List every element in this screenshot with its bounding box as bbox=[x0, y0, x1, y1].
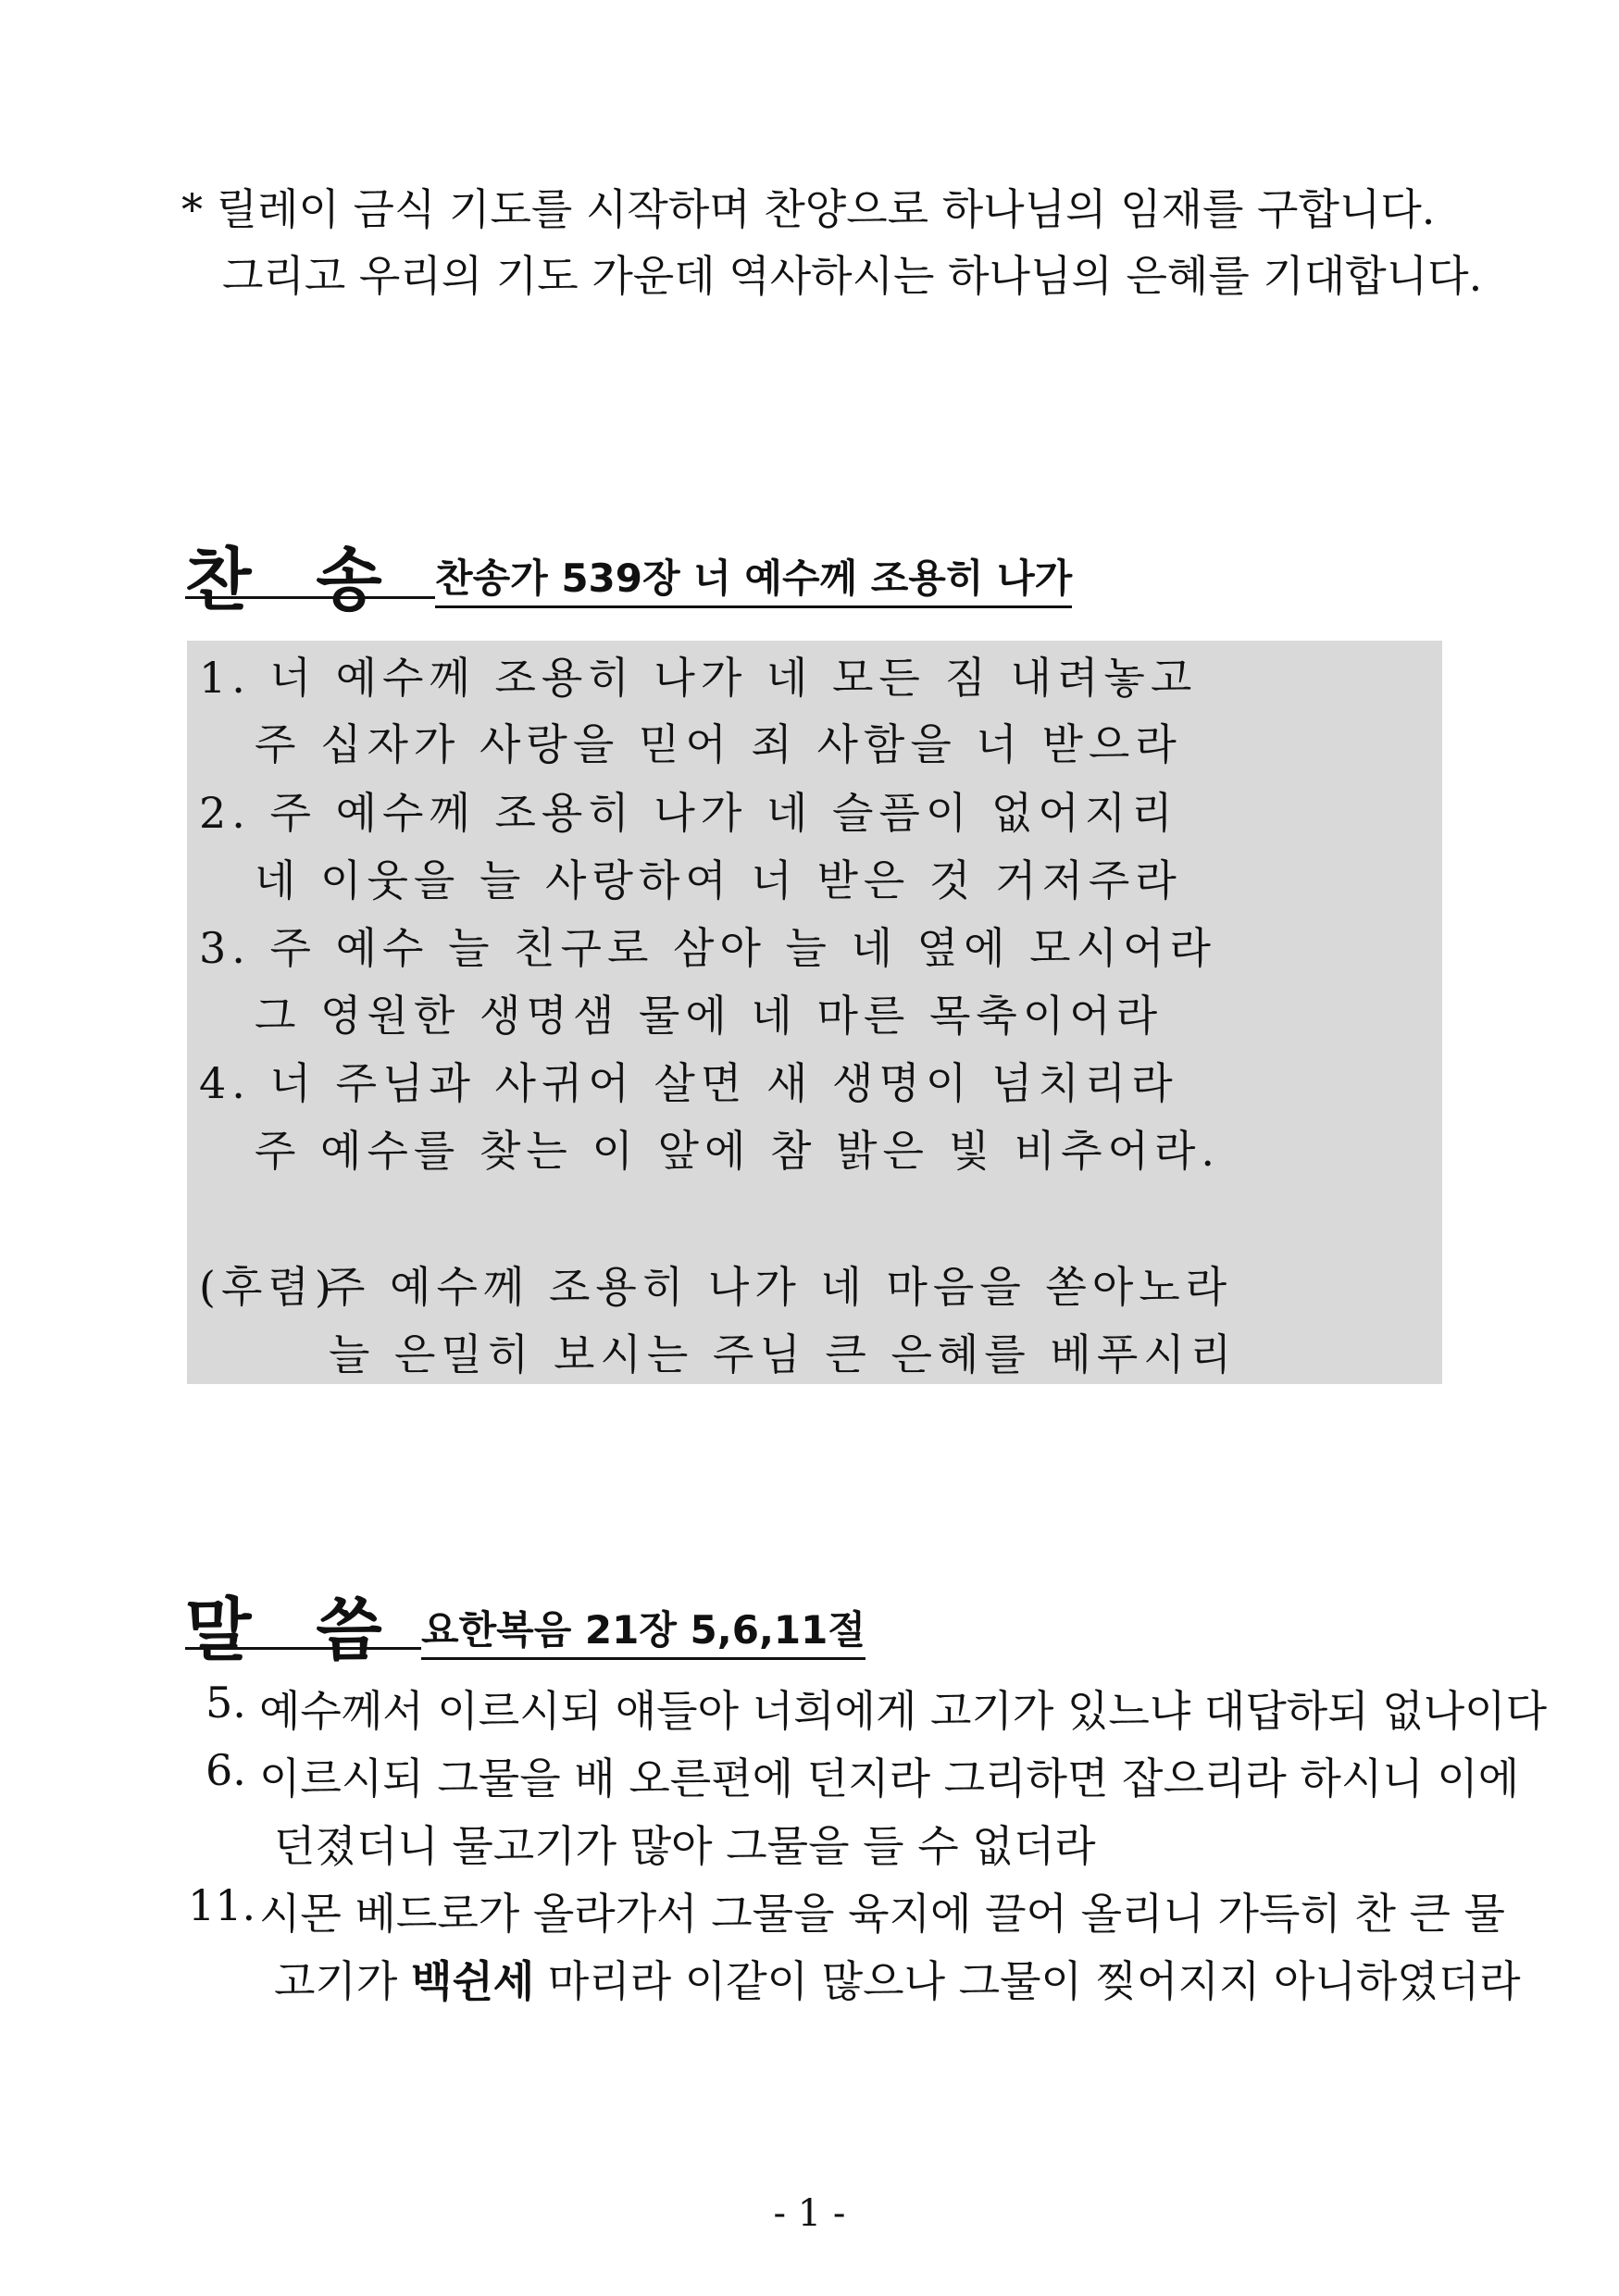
verse-number: 5. bbox=[205, 1678, 246, 1728]
verse-text: 시몬 베드로가 올라가서 그물을 육지에 끌어 올리니 가득히 찬 큰 물 bbox=[259, 1889, 1505, 1939]
verse-text: 이르시되 그물을 배 오른편에 던지라 그리하면 잡으리라 하시니 이에 bbox=[259, 1753, 1520, 1803]
hymn-line: 1. 너 예수께 조용히 나가 네 모든 짐 내려놓고 bbox=[199, 653, 1198, 703]
verse-text: 고기가 bbox=[274, 1956, 411, 2006]
refrain-line-1: 주 예수께 조용히 나가 네 마음을 쏟아노라 bbox=[324, 1262, 1233, 1312]
verse-text-line bbox=[274, 1948, 1521, 2009]
hymn-line: 2. 주 예수께 조용히 나가 네 슬픔이 없어지리 bbox=[199, 788, 1178, 838]
hymn-heading: 찬 송 bbox=[185, 541, 403, 620]
hymn-line: 주 예수를 찾는 이 앞에 참 밝은 빛 비추어라. bbox=[255, 1126, 1221, 1176]
verse-text: 예수께서 이르시되 얘들아 너희에게 고기가 있느냐 대답하되 없나이다 bbox=[259, 1686, 1547, 1736]
scripture-heading-underline bbox=[185, 1647, 421, 1650]
hymn-line: 3. 주 예수 늘 친구로 삼아 늘 네 옆에 모시어라 bbox=[199, 923, 1216, 973]
intro-line-1: * 릴레이 금식 기도를 시작하며 찬양으로 하나님의 임재를 구합니다. bbox=[181, 184, 1436, 234]
refrain-label: (후렴) bbox=[199, 1262, 337, 1312]
verse-number: 11. bbox=[188, 1880, 256, 1930]
verse-text: 마리라 이같이 많으나 그물이 찢어지지 아니하였더라 bbox=[534, 1956, 1521, 2006]
scripture-heading: 말 씀 bbox=[185, 1591, 403, 1670]
page-number: - 1 - bbox=[773, 2192, 846, 2235]
hymn-line: 네 이웃을 늘 사랑하여 너 받은 것 거저주라 bbox=[255, 855, 1182, 905]
verse-number: 6. bbox=[205, 1745, 246, 1795]
verse-text: 던졌더니 물고기가 많아 그물을 들 수 없더라 bbox=[274, 1821, 1096, 1871]
intro-line-2: 그리고 우리의 기도 가운데 역사하시는 하나님의 은혜를 기대합니다. bbox=[222, 251, 1483, 301]
verse-emphasis: 백쉰세 bbox=[410, 1956, 535, 2006]
hymn-line: 4. 너 주님과 사귀어 살면 새 생명이 넘치리라 bbox=[199, 1058, 1178, 1108]
scripture-reference: 요한복음 21장 5,6,11절 bbox=[421, 1600, 866, 1660]
hymn-title: 찬송가 539장 너 예수께 조용히 나가 bbox=[435, 548, 1072, 608]
hymn-heading-underline bbox=[185, 596, 435, 599]
refrain-line-2: 늘 은밀히 보시는 주님 큰 은혜를 베푸시리 bbox=[329, 1329, 1238, 1379]
hymn-line: 주 십자가 사랑을 믿어 죄 사함을 너 받으라 bbox=[255, 719, 1182, 769]
hymn-line: 그 영원한 생명샘 물에 네 마른 목축이어라 bbox=[255, 991, 1164, 1041]
